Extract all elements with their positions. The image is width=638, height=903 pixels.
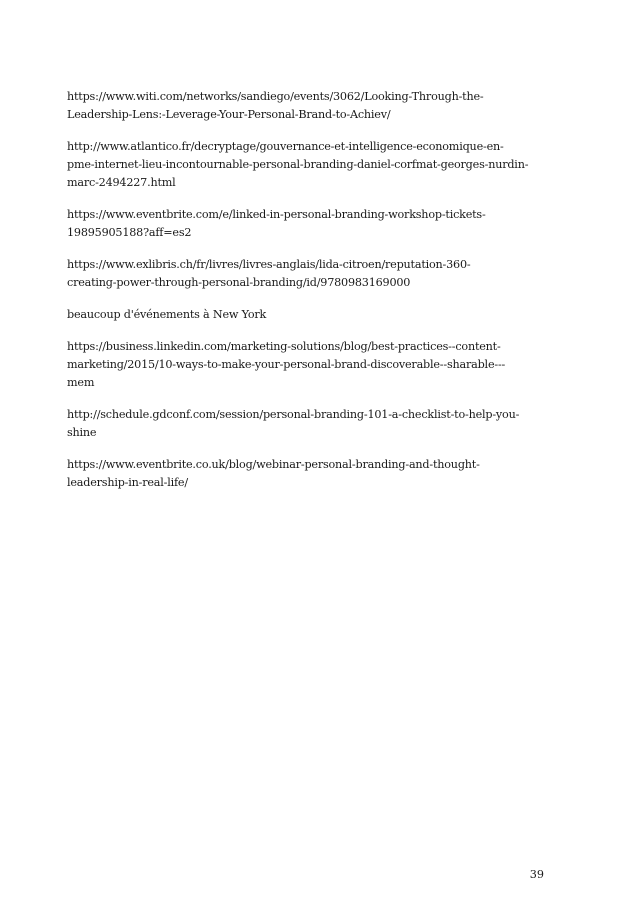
reference-line: beaucoup d'événements à New York: [67, 308, 267, 321]
page-number: 39: [529, 868, 544, 881]
reference-line: https://business.linkedin.com/marketing-solutions/blog/best-practices--content-: [67, 340, 501, 353]
reference-list: [67, 88, 553, 506]
reference-line: creating-power-through-personal-branding/id/9780983169000: [67, 276, 411, 289]
reference-line: https://www.eventbrite.com/e/linked-in-personal-branding-workshop-tickets-: [67, 208, 486, 221]
reference-eventbrite-com: [67, 206, 553, 242]
reference-line: http://schedule.gdconf.com/session/personal-branding-101-a-checklist-to-help-you-: [67, 408, 520, 421]
reference-line: https://www.witi.com/networks/sandiego/events/3062/Looking-Through-the-: [67, 90, 484, 103]
note-new-york-events: [67, 306, 553, 324]
reference-witi: [67, 88, 553, 124]
reference-gdconf: [67, 406, 553, 442]
reference-eventbrite-uk: [67, 456, 553, 492]
reference-line: shine: [67, 426, 97, 439]
reference-line: 19895905188?aff=es2: [67, 226, 192, 239]
reference-line: https://www.exlibris.ch/fr/livres/livres-anglais/lida-citroen/reputation-360-: [67, 258, 471, 271]
reference-line: pme-internet-lieu-incontournable-personal-branding-daniel-corfmat-georges-nurdin-: [67, 158, 529, 171]
reference-line: leadership-in-real-life/: [67, 476, 188, 489]
reference-line: Leadership-Lens:-Leverage-Your-Personal-Brand-to-Achiev/: [67, 108, 391, 121]
reference-linkedin: [67, 338, 553, 392]
reference-line: mem: [67, 376, 95, 389]
reference-line: marc-2494227.html: [67, 176, 176, 189]
reference-line: marketing/2015/10-ways-to-make-your-personal-brand-discoverable--sharable---: [67, 358, 506, 371]
reference-line: https://www.eventbrite.co.uk/blog/webinar-personal-branding-and-thought-: [67, 458, 480, 471]
reference-line: http://www.atlantico.fr/decryptage/gouvernance-et-intelligence-economique-en-: [67, 140, 504, 153]
reference-atlantico: [67, 138, 553, 192]
reference-exlibris: [67, 256, 553, 292]
